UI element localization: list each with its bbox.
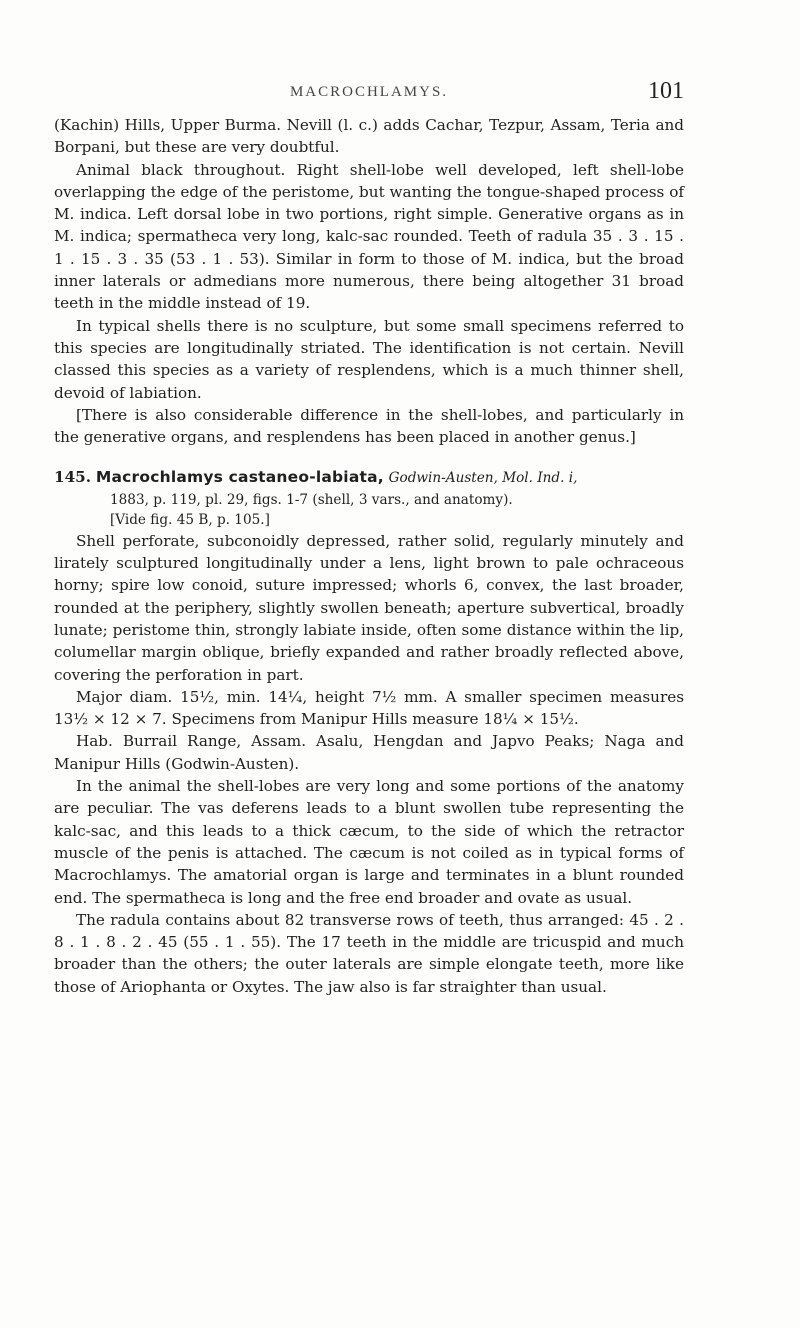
running-header <box>54 80 684 110</box>
paragraph-editorial-note: [There is also considerable difference in the shell-lobes, and particularly in the generative organs, and resplendens has been placed in another genus.] <box>54 405 684 447</box>
paragraph-anatomy: Animal black throughout. Right shell-lobe well developed, left shell-lobe overlapping the edge of the peristome, but wanting the tongue-shaped process of M. indica. Left dorsal lobe in two portions, right simple. Generative organs as in M. indica; spermatheca very long, kalc-sac rounded. Teeth of radula 35 . 3 . 15 . 1 . 15 . 3 . 35 (53 . 1 . 53). Similar in form to those of M. indica, but the broad inner laterals or admedians more numerous, there being altogether 31 broad teeth in the middle instead of 19. <box>54 160 684 313</box>
species-authority: Godwin-Austen, Mol. Ind. i, <box>388 470 578 487</box>
paragraph-radula: The radula contains about 82 transverse rows of teeth, thus arranged: 45 . 2 . 8 . 1 . 8 . 2 . 45 (55 . 1 . 55). The 17 teeth in the middle are tricuspid and much broader than the others; the outer laterals are simple elongate teeth, more like those of Ariophanta or Oxytes. The jaw also is far straighter than usual. <box>54 910 684 996</box>
paragraph-habitat: Hab. Burrail Range, Assam. Asalu, Hengdan and Japvo Peaks; Naga and Manipur Hills (Godwin-Austen). <box>54 732 684 773</box>
running-title: MACROCHLAMYS. <box>289 84 449 100</box>
species-number: 145. <box>54 468 91 487</box>
page-number: 101 <box>648 78 684 104</box>
paragraph-sculpture: In typical shells there is no sculpture, but some small specimens referred to this species are longitudinally striated. The identification is not certain. Nevill classed this species as a variety of resplendens, which is a much thinner shell, devoid of labiation. <box>54 316 684 402</box>
species-reference: 1883, p. 119, pl. 29, figs. 1-7 (shell, 3 vars., and anatomy). <box>110 491 513 508</box>
paragraph-measurements: Major diam. 15½, min. 14¼, height 7½ mm. A smaller specimen measures 13½ × 12 × 7. Specimens from Manipur Hills measure 18¼ × 15½. <box>54 687 684 729</box>
species-name: Macrochlamys castaneo-labiata, <box>95 468 384 487</box>
species-entry <box>54 466 684 529</box>
page-body <box>54 114 684 998</box>
paragraph-shell-description: Shell perforate, subconoidly depressed, rather solid, regularly minutely and lirately sculptured longitudinally under a lens, light brown to pale ochraceous horny; spire low conoid, suture impressed; whorls 6, convex, the last broader, rounded at the periphery, slightly swollen beneath; aperture subvertical, broadly lunate; peristome thin, strongly labiate inside, often some distance within the lip, columellar margin oblique, briefly expanded and rather broadly reflected above, covering the perforation in part. <box>54 531 684 684</box>
paragraph-distribution: (Kachin) Hills, Upper Burma. Nevill (l. c.) adds Cachar, Tezpur, Assam, Teria and Borpani, but these are very doubtful. <box>54 116 684 157</box>
paragraph-animal-anatomy: In the animal the shell-lobes are very long and some portions of the anatomy are peculiar. The vas deferens leads to a blunt swollen tube representing the kalc-sac, and this leads to a thick cæcum, to the side of which the retractor muscle of the penis is attached. The cæcum is not coiled as in typical forms of Macrochlamys. The amatorial organ is large and terminates in a blunt rounded end. The spermatheca is long and the free end broader and ovate as usual. <box>54 777 684 907</box>
species-heading <box>54 466 684 489</box>
species-figure-reference: [Vide fig. 45 B, p. 105.] <box>110 511 270 528</box>
